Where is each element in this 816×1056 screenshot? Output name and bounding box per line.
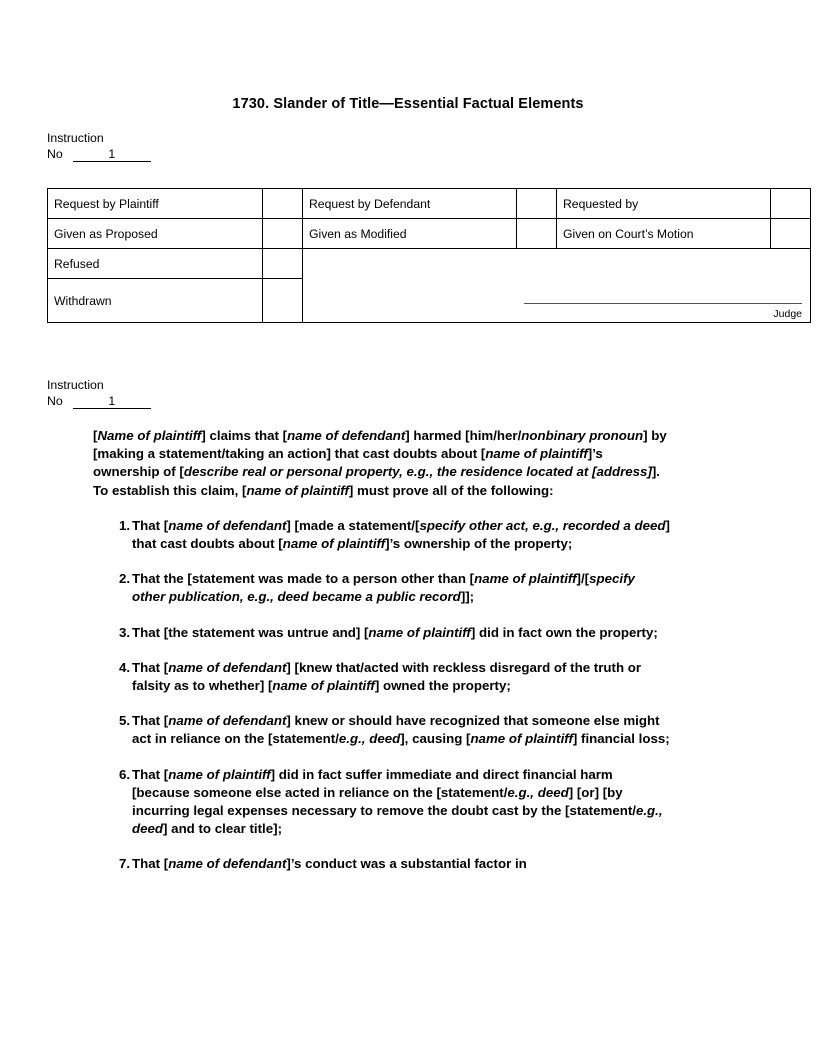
static-text: ], causing [ (400, 731, 471, 747)
placeholder-text: name of defendant (168, 713, 287, 729)
placeholder-text: name of defendant (168, 517, 287, 533)
table-row (48, 189, 811, 219)
list-item-number: 2. (119, 571, 131, 587)
instruction-body (93, 427, 671, 891)
list-item (93, 570, 671, 606)
static-text: ]/[ (576, 571, 590, 587)
table-row (48, 249, 811, 279)
list-item-text (132, 712, 671, 748)
cell-withdrawn: Withdrawn (48, 279, 263, 323)
static-text: ] claims that [ (201, 428, 288, 443)
list-item (93, 624, 671, 642)
placeholder-text: specify other act, e.g., recorded a deed (419, 517, 666, 533)
cell-given-as-proposed: Given as Proposed (48, 219, 263, 249)
static-text: ]. To establish this claim, [ (93, 464, 660, 498)
static-text: ]’s ownership of [ (93, 446, 603, 480)
placeholder-text: nonbinary pronoun (521, 428, 644, 443)
static-text: That [ (132, 856, 169, 872)
checkbox-withdrawn[interactable] (263, 279, 303, 323)
placeholder-text: name of plaintiff (470, 731, 573, 747)
list-item-number: 7. (119, 856, 131, 872)
cell-refused: Refused (48, 249, 263, 279)
placeholder-text: name of plaintiff (485, 446, 588, 462)
static-text: ]’s ownership of the property; (385, 536, 573, 552)
static-text: ] by [making a statement/taking an action] that cast doubts about [ (93, 428, 667, 462)
static-text: [ (93, 428, 98, 443)
static-text: ] did in fact own the property; (470, 624, 658, 640)
instruction-number-field[interactable]: 1 (73, 394, 151, 409)
cell-request-by-plaintiff: Request by Plaintiff (48, 189, 263, 219)
placeholder-text: e.g., deed (132, 803, 663, 837)
instruction-label: Instruction (47, 131, 104, 145)
checkbox-given-on-courts-motion[interactable] (771, 219, 811, 249)
static-text: ] harmed [him/her/ (405, 428, 522, 443)
static-text: ]]; (460, 589, 475, 605)
list-item (93, 712, 671, 748)
instruction-number-block-2 (47, 378, 151, 409)
placeholder-text: describe real or personal property, e.g., the residence located at [address] (183, 464, 652, 480)
list-item-number: 4. (119, 659, 131, 675)
checkbox-given-as-modified[interactable] (517, 219, 557, 249)
list-item-number: 5. (119, 713, 131, 729)
static-text: ] owned the property; (374, 678, 511, 694)
instruction-number-block-1 (47, 131, 151, 162)
instruction-no-label: No (47, 393, 63, 408)
cell-given-on-courts-motion: Given on Court’s Motion (557, 219, 771, 249)
essential-elements-list (93, 517, 671, 874)
static-text: That [the statement was untrue and] [ (132, 624, 369, 640)
list-item (93, 659, 671, 695)
list-item-number: 6. (119, 766, 131, 782)
checkbox-request-by-plaintiff[interactable] (263, 189, 303, 219)
instruction-label: Instruction (47, 378, 104, 392)
placeholder-text: e.g., deed (507, 784, 569, 800)
placeholder-text: name of plaintiff (168, 766, 271, 782)
placeholder-text: name of defendant (168, 659, 287, 675)
signature-caption: Judge (773, 308, 802, 320)
instruction-no-label: No (47, 146, 63, 161)
static-text: ] [made a statement/[ (286, 517, 420, 533)
table-row (48, 219, 811, 249)
list-item-number: 3. (119, 624, 131, 640)
placeholder-text: name of defendant (287, 428, 406, 443)
static-text: That [ (132, 659, 169, 675)
list-item (93, 517, 671, 553)
static-text: ] [or] [by incurring legal expenses necessary to remove the doubt cast by the [statement/ (132, 784, 636, 819)
checkbox-request-by-defendant[interactable] (517, 189, 557, 219)
static-text: ] [knew that/acted with reckless disregard of the truth or falsity as to whether] [ (132, 659, 642, 694)
placeholder-text: specify other publication, e.g., deed became a public record (132, 571, 635, 605)
intro-paragraph (93, 427, 671, 500)
checkbox-given-as-proposed[interactable] (263, 219, 303, 249)
checkbox-requested-by[interactable] (771, 189, 811, 219)
placeholder-text: e.g., deed (338, 731, 401, 747)
list-item (93, 766, 671, 839)
cell-requested-by: Requested by (557, 189, 771, 219)
static-text: ] and to clear title]; (163, 821, 282, 837)
list-item-text (132, 517, 671, 553)
static-text: ] that cast doubts about [ (132, 517, 670, 552)
static-text: ] must prove all of the following: (348, 482, 554, 498)
cell-request-by-defendant: Request by Defendant (303, 189, 517, 219)
list-item-number: 1. (119, 517, 131, 533)
static-text: That [ (132, 517, 169, 533)
list-item-text (132, 855, 671, 873)
cell-given-as-modified: Given as Modified (303, 219, 517, 249)
disposition-table (47, 188, 811, 323)
placeholder-text: name of plaintiff (474, 571, 577, 587)
placeholder-text: name of plaintiff (272, 678, 375, 694)
list-item-text (132, 624, 671, 642)
static-text: That [ (132, 766, 169, 782)
static-text: That [ (132, 713, 169, 729)
static-text: ] knew or should have recognized that someone else might act in reliance on the [statement/ (132, 713, 660, 747)
judge-signature-area[interactable] (303, 249, 811, 323)
list-item (93, 855, 671, 873)
list-item-text (132, 659, 671, 695)
placeholder-text: name of plaintiff (282, 536, 386, 552)
static-text: ]’s conduct was a substantial factor in (286, 856, 527, 872)
checkbox-refused[interactable] (263, 249, 303, 279)
list-item-text (132, 766, 671, 839)
static-text: ] did in fact suffer immediate and direct financial harm [because someone else acted in reliance on the [statement/ (132, 766, 613, 800)
placeholder-text: name of plaintiff (368, 624, 471, 640)
placeholder-text: Name of plaintiff (97, 428, 202, 443)
placeholder-text: name of plaintiff (246, 482, 349, 498)
page-title: 1730. Slander of Title—Essential Factual Elements (232, 96, 584, 112)
placeholder-text: name of defendant (168, 856, 287, 872)
static-text: That the [statement was made to a person other than [ (132, 571, 475, 587)
instruction-number-field[interactable]: 1 (73, 147, 151, 162)
signature-line (524, 303, 802, 304)
static-text: ] financial loss; (572, 731, 670, 747)
list-item-text (132, 570, 671, 606)
